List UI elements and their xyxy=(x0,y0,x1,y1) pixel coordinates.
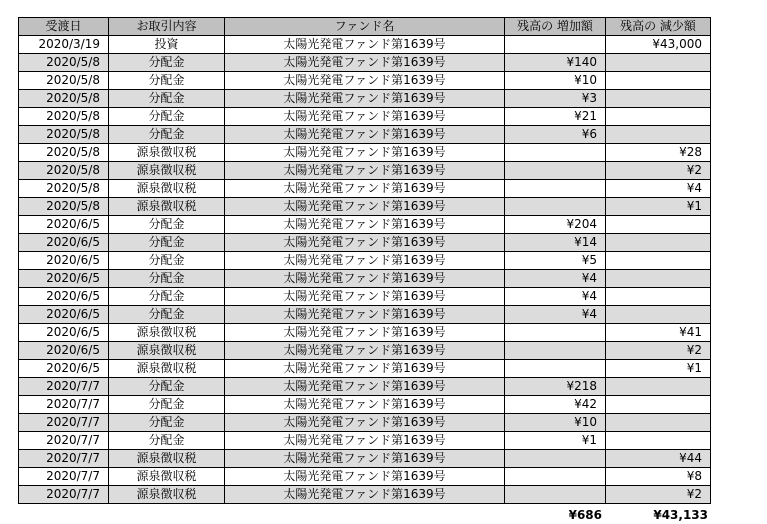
cell-decrease[interactable] xyxy=(606,432,711,450)
cell-type[interactable]: 源泉徴収税 xyxy=(109,468,225,486)
cell-date[interactable]: 2020/6/5 xyxy=(19,234,109,252)
table-row xyxy=(19,234,711,252)
cell-type[interactable]: 投資 xyxy=(109,36,225,54)
cell-decrease[interactable] xyxy=(606,288,711,306)
cell-type[interactable]: 分配金 xyxy=(109,108,225,126)
cell-increase[interactable]: ¥42 xyxy=(505,396,606,414)
cell-fund[interactable]: 太陽光発電ファンド第1639号 xyxy=(225,432,505,450)
cell-decrease[interactable]: ¥1 xyxy=(606,198,711,216)
cell-decrease[interactable] xyxy=(606,90,711,108)
cell-date[interactable]: 2020/5/8 xyxy=(19,144,109,162)
cell-fund[interactable]: 太陽光発電ファンド第1639号 xyxy=(225,252,505,270)
cell-date[interactable]: 2020/6/5 xyxy=(19,252,109,270)
cell-increase[interactable] xyxy=(505,468,606,486)
cell-date[interactable]: 2020/7/7 xyxy=(19,486,109,504)
cell-decrease[interactable] xyxy=(606,306,711,324)
table-row xyxy=(19,432,711,450)
cell-increase[interactable] xyxy=(505,486,606,504)
table-row xyxy=(19,252,711,270)
cell-type[interactable]: 分配金 xyxy=(109,234,225,252)
cell-type[interactable]: 分配金 xyxy=(109,54,225,72)
cell-increase[interactable]: ¥3 xyxy=(505,90,606,108)
cell-decrease[interactable] xyxy=(606,270,711,288)
cell-decrease[interactable] xyxy=(606,378,711,396)
cell-date[interactable]: 2020/5/8 xyxy=(19,126,109,144)
cell-decrease[interactable]: ¥2 xyxy=(606,342,711,360)
cell-decrease[interactable] xyxy=(606,396,711,414)
cell-fund[interactable]: 太陽光発電ファンド第1639号 xyxy=(225,324,505,342)
cell-fund[interactable]: 太陽光発電ファンド第1639号 xyxy=(225,72,505,90)
cell-type[interactable]: 分配金 xyxy=(109,90,225,108)
table-row xyxy=(19,324,711,342)
cell-decrease[interactable] xyxy=(606,108,711,126)
cell-fund[interactable]: 太陽光発電ファンド第1639号 xyxy=(225,468,505,486)
table-row xyxy=(19,306,711,324)
table-row xyxy=(19,144,711,162)
header-row xyxy=(19,18,711,36)
cell-increase[interactable]: ¥4 xyxy=(505,306,606,324)
cell-fund[interactable]: 太陽光発電ファンド第1639号 xyxy=(225,396,505,414)
transaction-table xyxy=(18,17,711,504)
cell-fund[interactable]: 太陽光発電ファンド第1639号 xyxy=(225,342,505,360)
cell-increase[interactable]: ¥218 xyxy=(505,378,606,396)
cell-decrease[interactable] xyxy=(606,72,711,90)
col-header-date[interactable]: 受渡日 xyxy=(19,18,109,36)
table-row xyxy=(19,414,711,432)
table-row xyxy=(19,360,711,378)
cell-increase[interactable]: ¥21 xyxy=(505,108,606,126)
cell-decrease[interactable] xyxy=(606,234,711,252)
cell-decrease[interactable]: ¥28 xyxy=(606,144,711,162)
cell-increase[interactable] xyxy=(505,180,606,198)
cell-date[interactable]: 2020/7/7 xyxy=(19,396,109,414)
cell-date[interactable]: 2020/5/8 xyxy=(19,90,109,108)
cell-type[interactable]: 分配金 xyxy=(109,252,225,270)
table-body xyxy=(19,36,711,504)
cell-date[interactable]: 2020/5/8 xyxy=(19,54,109,72)
cell-type[interactable]: 源泉徴収税 xyxy=(109,162,225,180)
cell-decrease[interactable]: ¥8 xyxy=(606,468,711,486)
table-row xyxy=(19,486,711,504)
col-header-type[interactable]: お取引内容 xyxy=(109,18,225,36)
cell-date[interactable]: 2020/7/7 xyxy=(19,378,109,396)
table-row xyxy=(19,342,711,360)
cell-type[interactable]: 分配金 xyxy=(109,288,225,306)
cell-decrease[interactable] xyxy=(606,216,711,234)
cell-fund[interactable]: 太陽光発電ファンド第1639号 xyxy=(225,450,505,468)
table-row xyxy=(19,162,711,180)
cell-fund[interactable]: 太陽光発電ファンド第1639号 xyxy=(225,162,505,180)
cell-increase[interactable]: ¥4 xyxy=(505,288,606,306)
cell-type[interactable]: 源泉徴収税 xyxy=(109,180,225,198)
cell-fund[interactable]: 太陽光発電ファンド第1639号 xyxy=(225,414,505,432)
cell-increase[interactable] xyxy=(505,162,606,180)
cell-date[interactable]: 2020/7/7 xyxy=(19,432,109,450)
cell-fund[interactable]: 太陽光発電ファンド第1639号 xyxy=(225,36,505,54)
col-header-decrease[interactable]: 残高の 減少額 xyxy=(606,18,711,36)
cell-decrease[interactable]: ¥41 xyxy=(606,324,711,342)
table-row xyxy=(19,198,711,216)
cell-decrease[interactable] xyxy=(606,252,711,270)
cell-type[interactable]: 源泉徴収税 xyxy=(109,342,225,360)
cell-increase[interactable] xyxy=(505,36,606,54)
cell-decrease[interactable] xyxy=(606,414,711,432)
cell-increase[interactable] xyxy=(505,450,606,468)
cell-increase[interactable]: ¥140 xyxy=(505,54,606,72)
cell-increase[interactable]: ¥10 xyxy=(505,72,606,90)
cell-type[interactable]: 分配金 xyxy=(109,126,225,144)
cell-decrease[interactable]: ¥43,000 xyxy=(606,36,711,54)
table-row xyxy=(19,288,711,306)
cell-fund[interactable]: 太陽光発電ファンド第1639号 xyxy=(225,360,505,378)
table-row xyxy=(19,72,711,90)
cell-increase[interactable]: ¥14 xyxy=(505,234,606,252)
cell-increase[interactable]: ¥6 xyxy=(505,126,606,144)
table-row xyxy=(19,270,711,288)
cell-date[interactable]: 2020/5/8 xyxy=(19,162,109,180)
cell-fund[interactable]: 太陽光発電ファンド第1639号 xyxy=(225,216,505,234)
cell-decrease[interactable]: ¥1 xyxy=(606,360,711,378)
cell-increase[interactable] xyxy=(505,342,606,360)
cell-type[interactable]: 源泉徴収税 xyxy=(109,486,225,504)
col-header-fund[interactable]: ファンド名 xyxy=(225,18,505,36)
cell-date[interactable]: 2020/6/5 xyxy=(19,342,109,360)
table-row xyxy=(19,36,711,54)
cell-date[interactable]: 2020/6/5 xyxy=(19,306,109,324)
table-row xyxy=(19,468,711,486)
table-row xyxy=(19,90,711,108)
cell-fund[interactable]: 太陽光発電ファンド第1639号 xyxy=(225,270,505,288)
cell-date[interactable]: 2020/7/7 xyxy=(19,414,109,432)
cell-decrease[interactable] xyxy=(606,54,711,72)
cell-type[interactable]: 源泉徴収税 xyxy=(109,144,225,162)
cell-type[interactable]: 分配金 xyxy=(109,396,225,414)
totals-row xyxy=(504,507,712,524)
cell-date[interactable]: 2020/5/8 xyxy=(19,180,109,198)
cell-fund[interactable]: 太陽光発電ファンド第1639号 xyxy=(225,90,505,108)
cell-fund[interactable]: 太陽光発電ファンド第1639号 xyxy=(225,54,505,72)
cell-fund[interactable]: 太陽光発電ファンド第1639号 xyxy=(225,306,505,324)
cell-date[interactable]: 2020/5/8 xyxy=(19,198,109,216)
cell-increase[interactable] xyxy=(505,360,606,378)
cell-decrease[interactable]: ¥2 xyxy=(606,486,711,504)
cell-fund[interactable]: 太陽光発電ファンド第1639号 xyxy=(225,144,505,162)
cell-type[interactable]: 源泉徴収税 xyxy=(109,198,225,216)
cell-date[interactable]: 2020/6/5 xyxy=(19,324,109,342)
cell-fund[interactable]: 太陽光発電ファンド第1639号 xyxy=(225,288,505,306)
cell-type[interactable]: 源泉徴収税 xyxy=(109,450,225,468)
cell-type[interactable]: 源泉徴収税 xyxy=(109,324,225,342)
cell-fund[interactable]: 太陽光発電ファンド第1639号 xyxy=(225,108,505,126)
cell-fund[interactable]: 太陽光発電ファンド第1639号 xyxy=(225,378,505,396)
cell-date[interactable]: 2020/5/8 xyxy=(19,108,109,126)
cell-increase[interactable]: ¥5 xyxy=(505,252,606,270)
cell-type[interactable]: 分配金 xyxy=(109,270,225,288)
table-row xyxy=(19,108,711,126)
cell-fund[interactable]: 太陽光発電ファンド第1639号 xyxy=(225,234,505,252)
col-header-increase[interactable]: 残高の 増加額 xyxy=(505,18,606,36)
cell-increase[interactable]: ¥1 xyxy=(505,432,606,450)
cell-type[interactable]: 分配金 xyxy=(109,72,225,90)
cell-date[interactable]: 2020/3/19 xyxy=(19,36,109,54)
cell-type[interactable]: 分配金 xyxy=(109,432,225,450)
cell-type[interactable]: 源泉徴収税 xyxy=(109,360,225,378)
cell-date[interactable]: 2020/6/5 xyxy=(19,360,109,378)
cell-decrease[interactable] xyxy=(606,126,711,144)
cell-increase[interactable] xyxy=(505,144,606,162)
table-row xyxy=(19,180,711,198)
cell-type[interactable]: 分配金 xyxy=(109,414,225,432)
cell-date[interactable]: 2020/5/8 xyxy=(19,72,109,90)
cell-type[interactable]: 分配金 xyxy=(109,306,225,324)
cell-fund[interactable]: 太陽光発電ファンド第1639号 xyxy=(225,126,505,144)
cell-increase[interactable]: ¥10 xyxy=(505,414,606,432)
table-row xyxy=(19,54,711,72)
cell-date[interactable]: 2020/7/7 xyxy=(19,468,109,486)
table-row xyxy=(19,126,711,144)
table-row xyxy=(19,396,711,414)
cell-type[interactable]: 分配金 xyxy=(109,216,225,234)
cell-decrease[interactable]: ¥44 xyxy=(606,450,711,468)
cell-increase[interactable] xyxy=(505,324,606,342)
cell-increase[interactable]: ¥4 xyxy=(505,270,606,288)
cell-date[interactable]: 2020/7/7 xyxy=(19,450,109,468)
cell-date[interactable]: 2020/6/5 xyxy=(19,288,109,306)
cell-increase[interactable]: ¥204 xyxy=(505,216,606,234)
cell-decrease[interactable]: ¥4 xyxy=(606,180,711,198)
cell-fund[interactable]: 太陽光発電ファンド第1639号 xyxy=(225,180,505,198)
cell-decrease[interactable]: ¥2 xyxy=(606,162,711,180)
cell-date[interactable]: 2020/6/5 xyxy=(19,270,109,288)
table-row xyxy=(19,378,711,396)
total-increase: ¥686 xyxy=(568,508,602,522)
cell-type[interactable]: 分配金 xyxy=(109,378,225,396)
cell-increase[interactable] xyxy=(505,198,606,216)
cell-date[interactable]: 2020/6/5 xyxy=(19,216,109,234)
cell-fund[interactable]: 太陽光発電ファンド第1639号 xyxy=(225,198,505,216)
cell-fund[interactable]: 太陽光発電ファンド第1639号 xyxy=(225,486,505,504)
table-row xyxy=(19,450,711,468)
table-row xyxy=(19,216,711,234)
total-decrease: ¥43,133 xyxy=(653,508,708,522)
